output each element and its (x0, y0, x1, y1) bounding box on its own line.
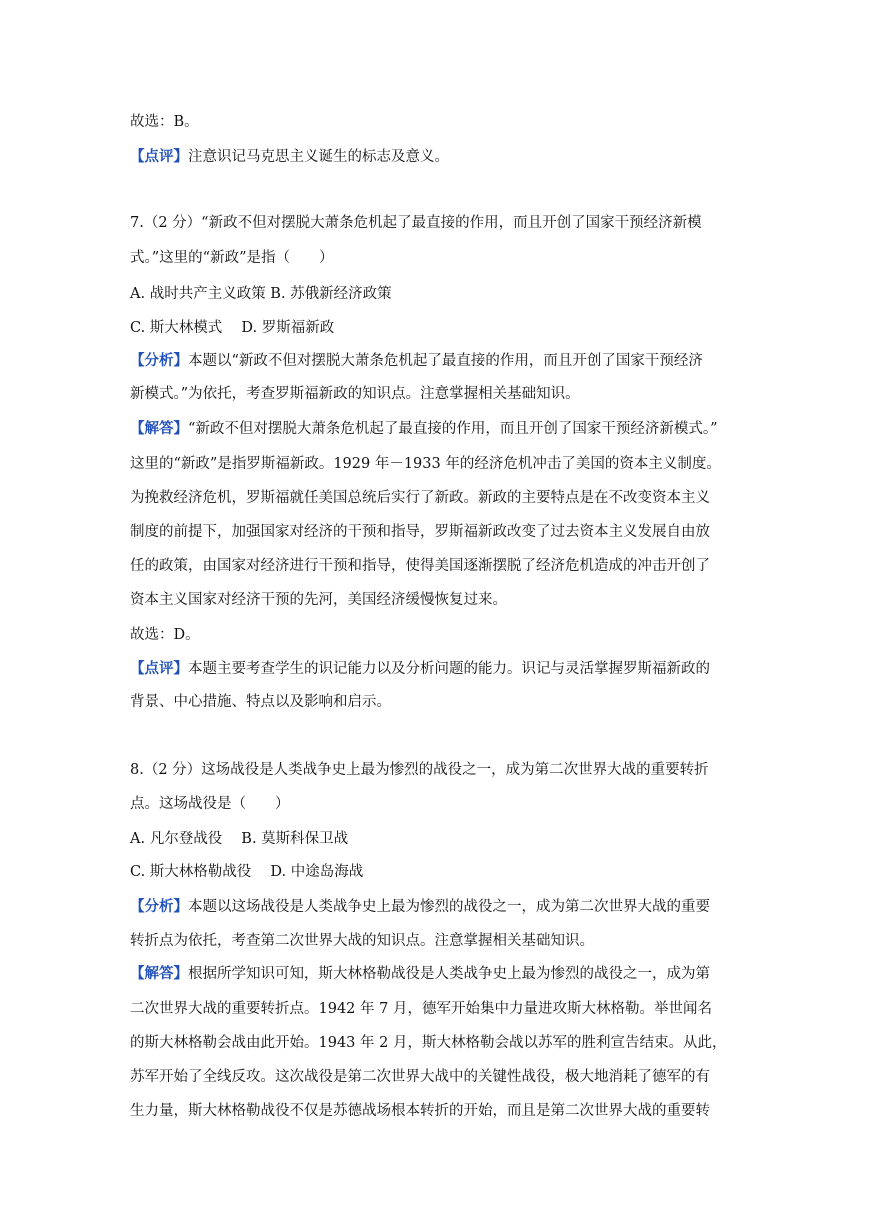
q8-options-line: C. 斯大林格勒战役 D. 中途岛海战 (130, 864, 364, 880)
analysis-tag: 【分析】 (130, 352, 188, 369)
q7-solution-line: 任的政策，由国家对经济进行干预和指导，使得美国逐渐摆脱了经济危机造成的冲击开创了 (130, 558, 710, 574)
q8-analysis-line: 转折点为依托，考查第二次世界大战的知识点。注意掌握相关基础知识。 (130, 933, 594, 949)
analysis-text: 本题以“新政不但对摆脱大萧条危机起了最直接的作用，而且开创了国家干预经济 (188, 353, 703, 369)
solution-text: “新政不但对摆脱大萧条危机起了最直接的作用，而且开创了国家干预经济新模式。” (188, 421, 718, 437)
q7-options-line: A. 战时共产主义政策 B. 苏俄新经济政策 (130, 286, 392, 302)
q8-solution-line: 的斯大林格勒会战由此开始。1943 年 2 月，斯大林格勒会战以苏军的胜利宣告结束。从此， (130, 1035, 727, 1051)
q8-options-line: A. 凡尔登战役 B. 莫斯科保卫战 (130, 831, 349, 847)
q6-comment (130, 147, 740, 167)
q7-analysis-line: 新模式。”为依托，考查罗斯福新政的知识点。注意掌握相关基础知识。 (130, 386, 580, 402)
q8-solution-line: 苏军开始了全线反攻。这次战役是第二次世界大战中的关键性战役，极大地消耗了德军的有 (130, 1069, 710, 1085)
q8-solution-line: 生力量，斯大林格勒战役不仅是苏德战场根本转折的开始，而且是第二次世界大战的重要转 (130, 1103, 710, 1119)
q7-options-line: C. 斯大林模式 D. 罗斯福新政 (130, 320, 335, 336)
comment-tag: 【点评】 (130, 148, 188, 165)
q7-solution-line: 制度的前提下，加强国家对经济的干预和指导，罗斯福新政改变了过去资本主义发展自由放 (130, 524, 710, 540)
q8-stem-line: 点。这场战役是（ ） (130, 796, 290, 812)
comment-tag: 【点评】 (130, 660, 188, 677)
q7-stem-line: 7.（2 分）“新政不但对摆脱大萧条危机起了最直接的作用，而且开创了国家干预经济新模 (130, 215, 702, 231)
comment-text: 注意识记马克思主义诞生的标志及意义。 (188, 149, 449, 165)
q7-solution-line: 这里的“新政”是指罗斯福新政。1929 年－1933 年的经济危机冲击了美国的资本主义制度。 (130, 456, 721, 472)
solution-text: 根据所学知识可知，斯大林格勒战役是人类战争史上最为惨烈的战役之一，成为第 (188, 966, 710, 982)
q7-stem-line: 式。”这里的“新政”是指（ ） (130, 250, 334, 266)
q8-analysis (130, 897, 740, 917)
solution-tag: 【解答】 (130, 965, 188, 982)
q8-solution-line: 二次世界大战的重要转折点。1942 年 7 月，德军开始集中力量进攻斯大林格勒。举世闻名 (130, 1001, 712, 1017)
analysis-text: 本题以这场战役是人类战争史上最为惨烈的战役之一，成为第二次世界大战的重要 (188, 899, 710, 915)
q7-analysis (130, 351, 740, 371)
comment-text: 本题主要考查学生的识记能力以及分析问题的能力。识记与灵活掌握罗斯福新政的 (188, 661, 710, 677)
q7-answer: 故选：D。 (130, 627, 200, 643)
analysis-tag: 【分析】 (130, 898, 188, 915)
q8-stem-line: 8.（2 分）这场战役是人类战争史上最为惨烈的战役之一，成为第二次世界大战的重要转折 (130, 762, 709, 778)
q7-solution-line: 资本主义国家对经济干预的先河，美国经济缓慢恢复过来。 (130, 592, 507, 608)
q7-comment-line: 背景、中心措施、特点以及影响和启示。 (130, 694, 391, 710)
q8-solution (130, 964, 740, 984)
q7-solution-line: 为挽救经济危机，罗斯福就任美国总统后实行了新政。新政的主要特点是在不改变资本主义 (130, 490, 710, 506)
q6-answer: 故选：B。 (130, 114, 199, 130)
q7-solution (130, 419, 740, 439)
q7-comment (130, 659, 740, 679)
solution-tag: 【解答】 (130, 420, 188, 437)
